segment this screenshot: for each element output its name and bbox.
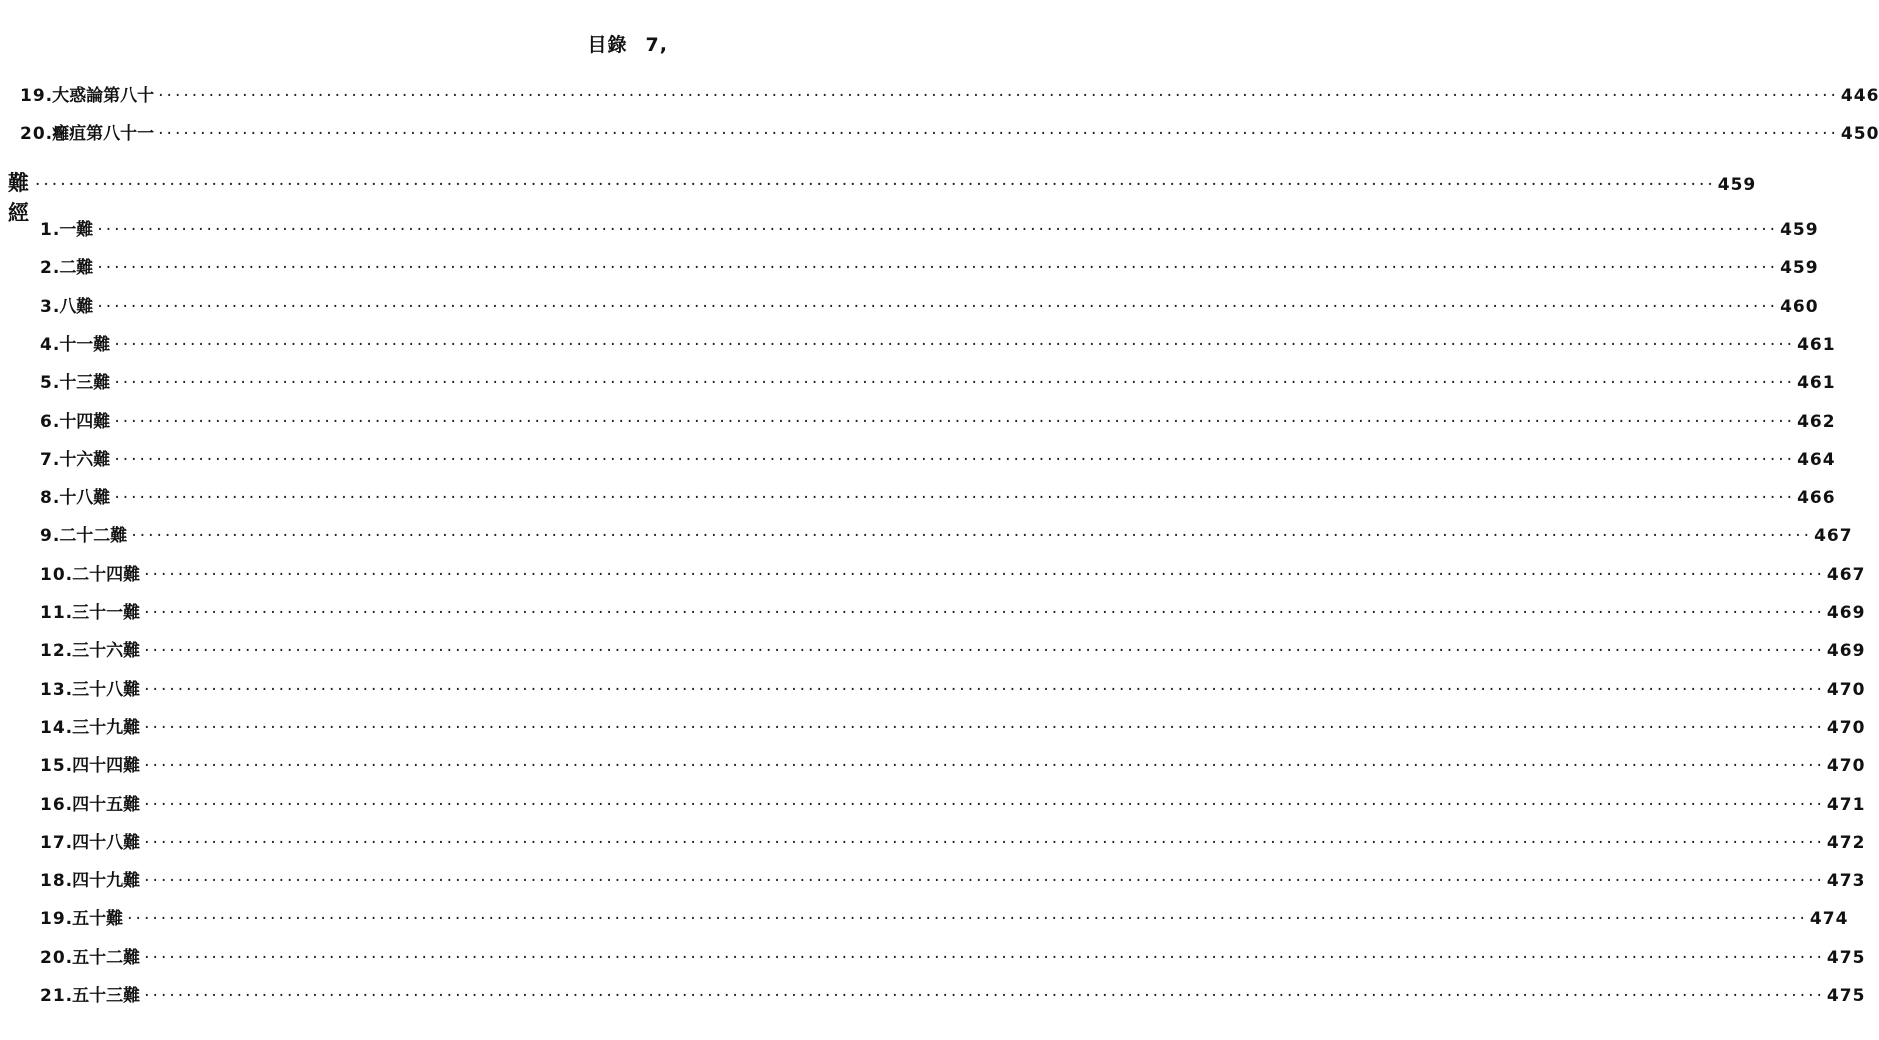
entry-number: 18 [40, 871, 66, 891]
entry-title: 四十四難 [72, 756, 141, 776]
dot-leader: ········································································································································································································ [127, 909, 1808, 929]
entry-title: 五十二難 [72, 948, 141, 968]
entry-separator: . [65, 565, 73, 585]
dot-leader: ········································································································································································································ [144, 565, 1825, 585]
entry-number: 17 [40, 833, 66, 853]
toc-entry [40, 484, 1836, 512]
entry-separator: . [65, 603, 73, 623]
entry-page-number: 450 [1840, 124, 1879, 144]
dot-leader: ········································································································································································································ [144, 680, 1825, 700]
entry-page-number: 475 [1826, 986, 1866, 1006]
toc-entry [40, 331, 1836, 359]
toc-entry [40, 408, 1836, 436]
entry-separator: . [52, 220, 60, 240]
dot-leader: ········································································································································································································ [144, 795, 1825, 815]
entry-number: 20 [40, 948, 66, 968]
dot-leader: ········································································································································································································ [114, 450, 1796, 470]
toc-entry [40, 982, 1866, 1010]
entry-page-number: 459 [1780, 220, 1819, 240]
entry-title: 十一難 [59, 335, 111, 355]
dot-leader: ········································································································································································································ [144, 833, 1825, 853]
entry-title: 三十一難 [72, 603, 141, 623]
entry-page-number: 446 [1840, 86, 1879, 106]
entry-page-number: 470 [1826, 718, 1866, 738]
entry-separator: . [52, 373, 60, 393]
toc-entry [40, 254, 1819, 282]
toc-entry [40, 522, 1853, 550]
entry-number: 1 [40, 220, 53, 240]
entry-page-number: 459 [1780, 258, 1819, 278]
entry-separator: . [52, 450, 60, 470]
section-page-number: 459 [1717, 175, 1757, 195]
entry-page-number: 466 [1797, 488, 1836, 508]
toc-entry [40, 867, 1866, 895]
entry-separator: . [65, 986, 73, 1006]
entry-separator: . [52, 335, 60, 355]
dot-leader: ········································································································································································································ [97, 297, 1779, 317]
running-head [588, 30, 668, 57]
entry-number: 12 [40, 641, 66, 661]
entry-title: 二難 [59, 258, 94, 278]
entry-number: 16 [40, 795, 66, 815]
entry-title: 十四難 [59, 412, 111, 432]
entry-separator: . [65, 871, 73, 891]
section-title: 難經 [8, 170, 29, 225]
toc-entry [40, 714, 1866, 742]
entry-number: 7 [40, 450, 53, 470]
entry-number: 14 [40, 718, 66, 738]
dot-leader: ········································································································································································································ [114, 335, 1796, 355]
toc-entry [40, 791, 1866, 819]
entry-separator: . [45, 124, 53, 144]
entry-page-number: 475 [1826, 948, 1866, 968]
dot-leader: ········································································································································································································ [144, 603, 1825, 623]
entry-title: 三十六難 [72, 641, 141, 661]
entry-page-number: 474 [1809, 909, 1849, 929]
entry-number: 20 [20, 124, 46, 144]
entry-title: 三十八難 [72, 680, 141, 700]
entry-title: 八難 [59, 297, 94, 317]
dot-leader: ········································································································································································································ [144, 948, 1825, 968]
section-heading [8, 168, 1757, 225]
dot-leader: ········································································································································································································ [35, 175, 1716, 195]
entry-separator: . [45, 86, 53, 106]
toc-entry [40, 905, 1849, 933]
entry-title: 三十九難 [72, 718, 141, 738]
entry-separator: . [65, 833, 73, 853]
entry-separator: . [52, 412, 60, 432]
toc-entry [40, 216, 1819, 244]
entry-number: 5 [40, 373, 53, 393]
entry-page-number: 469 [1826, 641, 1866, 661]
entry-separator: . [65, 909, 73, 929]
entry-title: 二十四難 [72, 565, 141, 585]
entry-title: 四十八難 [72, 833, 141, 853]
entry-number: 11 [40, 603, 66, 623]
entry-separator: . [52, 258, 60, 278]
dot-leader: ········································································································································································································ [144, 871, 1825, 891]
entry-page-number: 461 [1797, 335, 1836, 355]
entry-title: 十六難 [59, 450, 111, 470]
entry-number: 15 [40, 756, 66, 776]
entry-page-number: 471 [1826, 795, 1866, 815]
entry-title: 五十三難 [72, 986, 141, 1006]
entry-page-number: 462 [1797, 412, 1836, 432]
entry-separator: . [65, 680, 73, 700]
dot-leader: ········································································································································································································ [144, 718, 1825, 738]
entry-number: 13 [40, 680, 66, 700]
entry-number: 8 [40, 488, 53, 508]
dot-leader: ········································································································································································································ [114, 488, 1796, 508]
entry-title: 十八難 [59, 488, 111, 508]
entry-page-number: 467 [1826, 565, 1866, 585]
running-head-title: 目錄 [587, 34, 628, 56]
entry-title: 二十二難 [59, 526, 128, 546]
toc-entry [40, 446, 1836, 474]
entry-title: 四十五難 [72, 795, 141, 815]
toc-entry [40, 599, 1866, 627]
entry-separator: . [52, 488, 60, 508]
entry-title: 一難 [59, 220, 94, 240]
dot-leader: ········································································································································································································ [158, 124, 1839, 144]
entry-number: 6 [40, 412, 53, 432]
entry-page-number: 470 [1826, 680, 1866, 700]
entry-page-number: 461 [1797, 373, 1836, 393]
dot-leader: ········································································································································································································ [158, 86, 1839, 106]
entry-title: 癰疽第八十一 [52, 124, 155, 144]
dot-leader: ········································································································································································································ [131, 526, 1813, 546]
dot-leader: ········································································································································································································ [144, 986, 1825, 1006]
toc-entry [20, 82, 1879, 110]
entry-page-number: 467 [1814, 526, 1853, 546]
toc-entry [40, 944, 1866, 972]
toc-entry [40, 561, 1866, 589]
entry-number: 2 [40, 258, 53, 278]
entry-separator: . [65, 756, 73, 776]
toc-entry [40, 676, 1866, 704]
entry-separator: . [65, 795, 73, 815]
toc-entry [40, 369, 1836, 397]
entry-number: 4 [40, 335, 53, 355]
toc-entry [20, 120, 1879, 148]
toc-entry [40, 752, 1866, 780]
dot-leader: ········································································································································································································ [114, 373, 1796, 393]
entry-separator: . [52, 526, 60, 546]
running-head-page: 7, [645, 34, 668, 56]
entry-number: 19 [20, 86, 46, 106]
entry-page-number: 472 [1826, 833, 1866, 853]
entry-separator: . [65, 948, 73, 968]
toc-entry [40, 293, 1819, 321]
dot-leader: ········································································································································································································ [97, 220, 1779, 240]
entry-number: 21 [40, 986, 66, 1006]
entry-title: 五十難 [72, 909, 124, 929]
entry-page-number: 470 [1826, 756, 1866, 776]
entry-number: 3 [40, 297, 53, 317]
dot-leader: ········································································································································································································ [144, 756, 1825, 776]
entry-number: 10 [40, 565, 66, 585]
entry-separator: . [65, 641, 73, 661]
entry-page-number: 469 [1826, 603, 1866, 623]
toc-entry [40, 829, 1866, 857]
entry-page-number: 473 [1826, 871, 1866, 891]
dot-leader: ········································································································································································································ [97, 258, 1779, 278]
entry-number: 9 [40, 526, 53, 546]
entry-title: 四十九難 [72, 871, 141, 891]
dot-leader: ········································································································································································································ [144, 641, 1825, 661]
entry-title: 十三難 [59, 373, 111, 393]
entry-number: 19 [40, 909, 66, 929]
entry-page-number: 460 [1780, 297, 1819, 317]
entry-separator: . [65, 718, 73, 738]
dot-leader: ········································································································································································································ [114, 412, 1796, 432]
entry-page-number: 464 [1797, 450, 1836, 470]
entry-separator: . [52, 297, 60, 317]
entry-title: 大惑論第八十 [52, 86, 155, 106]
toc-entry [40, 637, 1866, 665]
